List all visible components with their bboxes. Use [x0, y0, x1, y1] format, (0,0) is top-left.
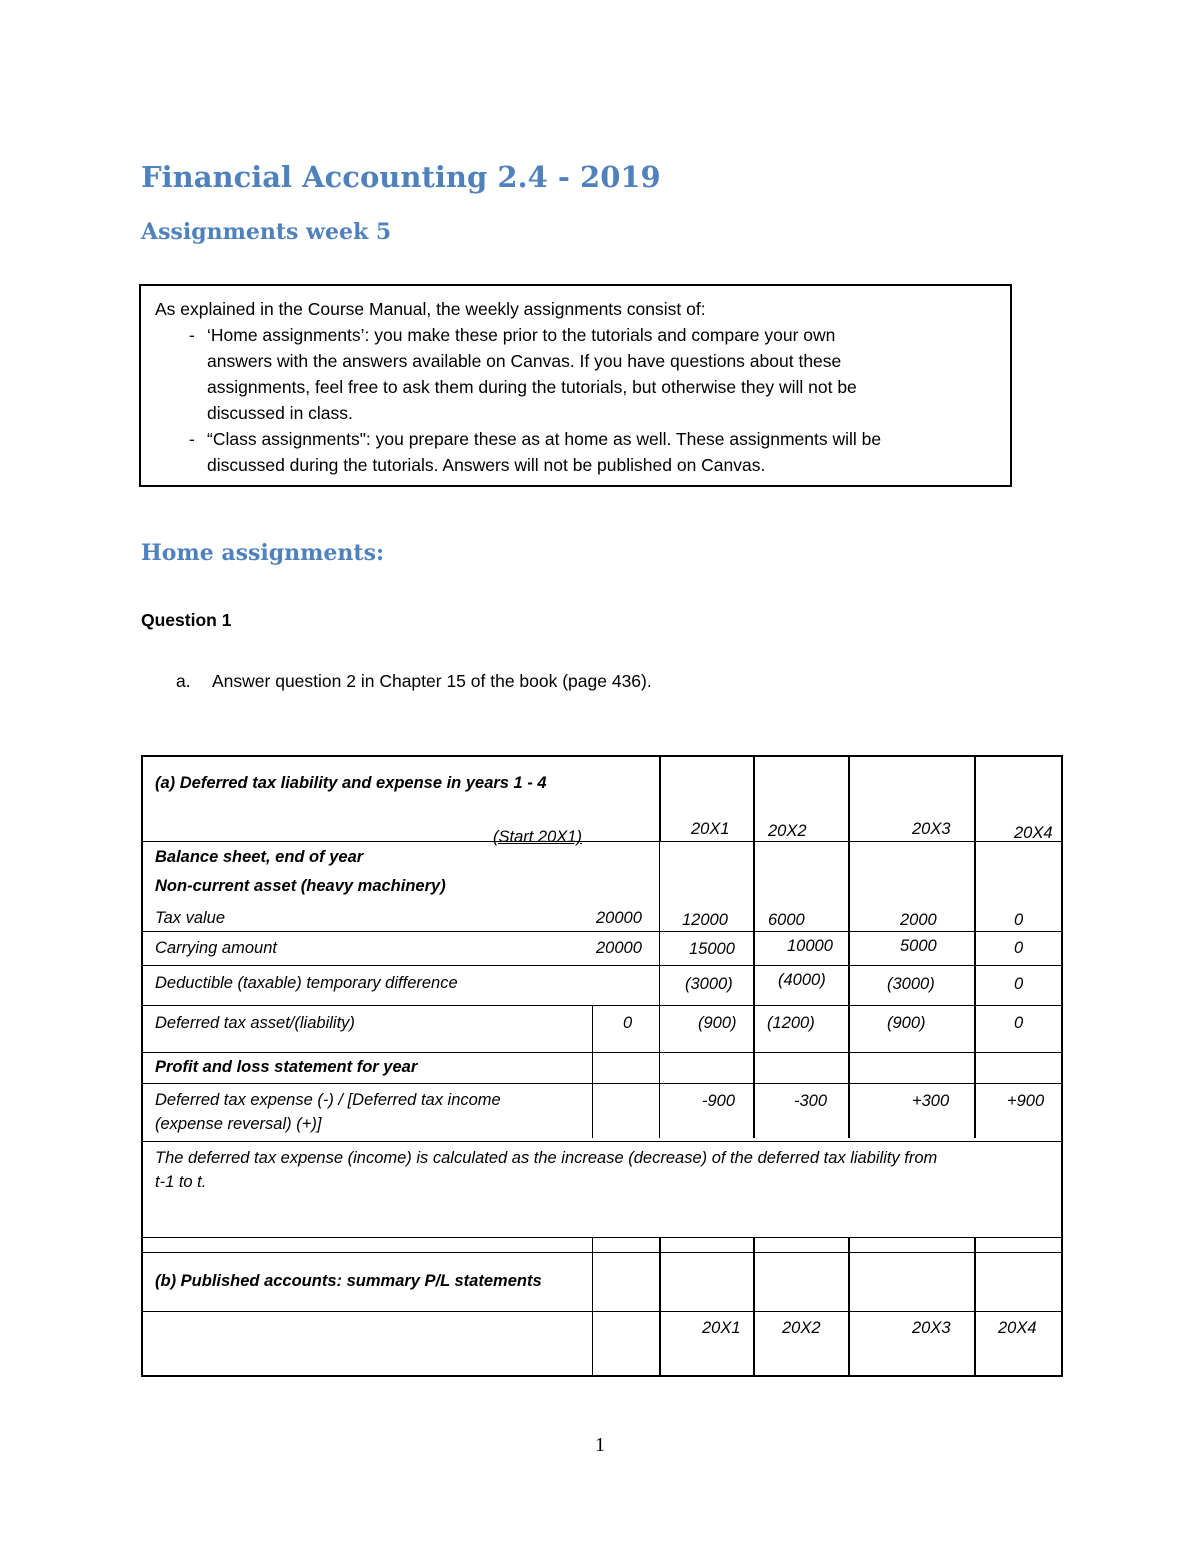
- bullet-line: ‘Home assignments’: you make these prior to the tutorials and compare your own: [207, 325, 836, 345]
- grid-line: [848, 755, 850, 1138]
- year-value: (1200): [767, 1014, 815, 1032]
- asset-heading: Non-current asset (heavy machinery): [155, 877, 446, 895]
- info-box-intro: As explained in the Course Manual, the weekly assignments consist of:: [155, 299, 706, 319]
- year-value: 10000: [787, 937, 833, 955]
- part-a-title: (a) Deferred tax liability and expense in years 1 - 4: [155, 774, 547, 792]
- part-b-title: (b) Published accounts: summary P/L statements: [155, 1272, 542, 1290]
- year-header: 20X4: [1014, 824, 1053, 842]
- year-value: 0: [1014, 911, 1024, 929]
- grid-line: [141, 965, 1063, 966]
- grid-line: [141, 1083, 1063, 1084]
- bullet-line: answers with the answers available on Canvas. If you have questions about these: [207, 351, 842, 371]
- bullet-line: discussed during the tutorials. Answers will not be published on Canvas.: [207, 455, 766, 475]
- start-value: 20000: [596, 939, 642, 957]
- deferred-tax-table: [141, 755, 1063, 1377]
- grid-line: [974, 1238, 976, 1376]
- page-number: 1: [595, 1434, 605, 1456]
- bullet-line: assignments, feel free to ask them during the tutorials, but otherwise they will not be: [207, 377, 857, 397]
- year-value: 2000: [900, 911, 937, 929]
- table-border: [1061, 755, 1063, 1377]
- year-value: 0: [1014, 1014, 1024, 1032]
- grid-line: [141, 1311, 1063, 1312]
- grid-line: [141, 1237, 1063, 1238]
- expense-label-line: Deferred tax expense (-) / [Deferred tax income: [155, 1091, 501, 1109]
- info-bullet: [155, 426, 996, 478]
- year-value: (3000): [685, 975, 733, 993]
- document-title: Financial Accounting 2.4 - 2019: [141, 160, 661, 194]
- grid-line: [141, 1052, 1063, 1053]
- year-value: (900): [698, 1014, 737, 1032]
- row-label: Carrying amount: [155, 939, 277, 957]
- pl-heading: Profit and loss statement for year: [155, 1058, 418, 1076]
- info-bullet: [155, 322, 996, 426]
- grid-line: [659, 1238, 661, 1376]
- year-value: (900): [887, 1014, 926, 1032]
- item-text: Answer question 2 in Chapter 15 of the book (page 436).: [212, 671, 652, 691]
- grid-line: [753, 755, 755, 1138]
- grid-line: [592, 1238, 593, 1376]
- year-value: 6000: [768, 911, 805, 929]
- year-value: (4000): [778, 971, 826, 989]
- table-border: [141, 755, 1063, 757]
- row-label: Tax value: [155, 909, 226, 927]
- year-value: +300: [912, 1092, 950, 1110]
- grid-line: [974, 755, 976, 1138]
- question-label: Question 1: [141, 610, 232, 630]
- year-header: 20X2: [782, 1319, 821, 1337]
- grid-line: [141, 1005, 1063, 1006]
- note-line: The deferred tax expense (income) is calculated as the increase (decrease) of the deferred tax liability from: [155, 1149, 938, 1167]
- balance-sheet-heading: Balance sheet, end of year: [155, 848, 364, 866]
- start-value: 20000: [596, 909, 642, 927]
- info-box: [139, 284, 1012, 487]
- item-label: a.: [176, 671, 191, 691]
- grid-line: [848, 1238, 850, 1376]
- year-header: 20X1: [702, 1319, 741, 1337]
- year-value: (3000): [887, 975, 935, 993]
- bullet-marker: -: [189, 325, 195, 345]
- year-header: 20X1: [691, 820, 730, 838]
- document-subtitle: Assignments week 5: [141, 219, 392, 245]
- expense-label-line: (expense reversal) (+)]: [155, 1115, 322, 1133]
- table-border: [141, 755, 143, 1377]
- year-value: +900: [1007, 1092, 1045, 1110]
- bullet-line: discussed in class.: [207, 403, 353, 423]
- year-header: 20X3: [912, 1319, 951, 1337]
- year-value: 0: [1014, 939, 1024, 957]
- row-label: Deductible (taxable) temporary difference: [155, 974, 458, 992]
- year-header: 20X2: [768, 822, 807, 840]
- note-line: t-1 to t.: [155, 1173, 207, 1191]
- year-value: 15000: [689, 940, 735, 958]
- grid-line: [659, 755, 661, 842]
- year-header: 20X4: [998, 1319, 1037, 1337]
- year-header: 20X3: [912, 820, 951, 838]
- row-label: Deferred tax asset/(liability): [155, 1014, 355, 1032]
- bullet-marker: -: [189, 429, 195, 449]
- grid-line: [659, 842, 660, 1138]
- year-value: -900: [702, 1092, 736, 1110]
- start-label: (Start 20X1): [493, 828, 582, 846]
- year-value: 5000: [900, 937, 937, 955]
- grid-line: [141, 1252, 1063, 1253]
- question-item: [176, 671, 652, 692]
- bullet-line: “Class assignments": you prepare these as at home as well. These assignments will be: [207, 429, 882, 449]
- section-heading: Home assignments:: [141, 540, 385, 566]
- grid-line: [592, 1005, 593, 1138]
- start-value: 0: [623, 1014, 633, 1032]
- grid-line: [141, 1141, 1063, 1142]
- grid-line: [753, 1238, 755, 1376]
- table-border: [141, 1375, 1063, 1377]
- year-value: -300: [794, 1092, 828, 1110]
- year-value: 12000: [682, 911, 728, 929]
- year-value: 0: [1014, 975, 1024, 993]
- grid-line: [141, 841, 1063, 842]
